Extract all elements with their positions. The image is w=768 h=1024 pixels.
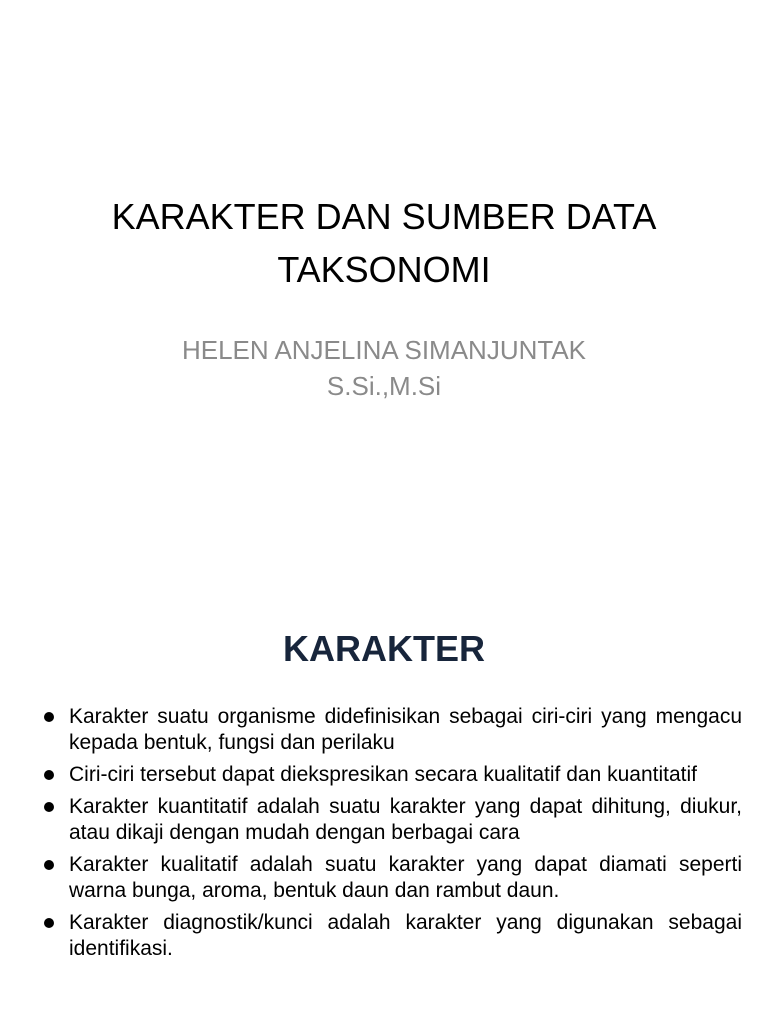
bullet-text: Karakter diagnostik/kunci adalah karakter yang digunakan sebagai identifikasi. — [69, 911, 742, 960]
bullet-text: Karakter kuantitatif adalah suatu karakter yang dapat dihitung, diukur, atau dikaji dengan mudah dengan berbagai cara — [69, 795, 742, 844]
section-heading: KARAKTER — [283, 628, 485, 669]
bullet-dot-icon — [44, 712, 54, 722]
bullet-text: Karakter kualitatif adalah suatu karakter yang dapat diamati seperti warna bunga, aroma, bentuk daun dan rambut daun. — [69, 853, 742, 902]
bullet-dot-icon — [44, 860, 54, 870]
bullet-text: Karakter suatu organisme didefinisikan sebagai ciri-ciri yang mengacu kepada bentuk, fungsi dan perilaku — [69, 705, 742, 754]
bullet-dot-icon — [44, 918, 54, 928]
title-line-2: TAKSONOMI — [277, 249, 491, 290]
bullet-dot-icon — [44, 770, 54, 780]
bullet-text: Ciri-ciri tersebut dapat diekspresikan secara kualitatif dan kuantitatif — [69, 763, 697, 786]
bullet-item — [40, 704, 742, 756]
bullet-item — [40, 794, 742, 846]
author-name: HELEN ANJELINA SIMANJUNTAK — [181, 335, 587, 365]
bullet-item — [40, 762, 742, 788]
title-line-1: KARAKTER DAN SUMBER DATA — [111, 196, 657, 237]
bullet-dot-icon — [44, 802, 54, 812]
bullet-item — [40, 910, 742, 962]
content-slide — [0, 576, 768, 1024]
author-degree: S.Si.,M.Si — [326, 371, 442, 401]
presentation-title — [40, 190, 728, 296]
author-subtitle — [40, 332, 728, 404]
bullet-item — [40, 852, 742, 904]
bullet-list — [40, 704, 742, 968]
